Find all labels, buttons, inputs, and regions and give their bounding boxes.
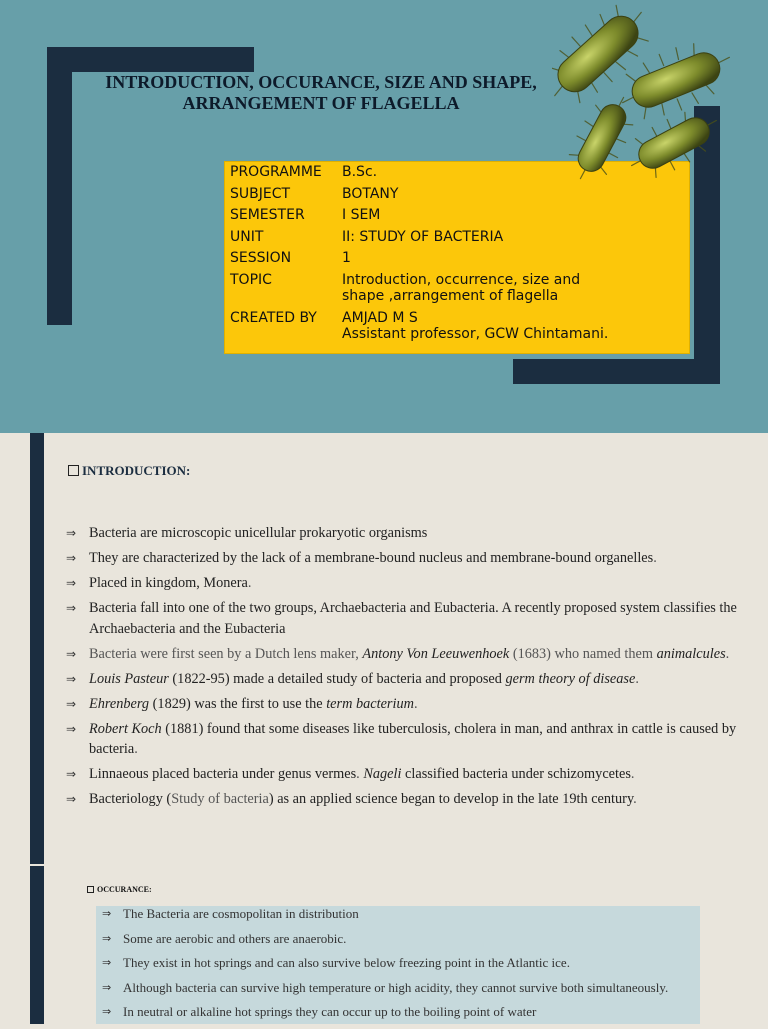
double-arrow-right-icon: ⇒: [66, 646, 77, 661]
occurance-heading: [87, 885, 152, 894]
list-item-text: animalcules: [656, 645, 726, 662]
list-item-text: (1683) who named them: [509, 645, 657, 662]
info-label: UNIT: [230, 228, 264, 245]
list-item-text: Louis Pasteur: [89, 670, 169, 687]
double-arrow-right-icon: ⇒: [66, 601, 77, 615]
list-item-text: .: [134, 741, 138, 757]
list-item-text: Robert Koch: [89, 720, 162, 737]
list-item-text: .: [653, 550, 657, 566]
list-item-text: .: [630, 766, 635, 782]
list-item-text: Placed in kingdom, Monera: [89, 575, 248, 591]
list-item-text: In neutral or alkaline hot springs they can occur up to the boiling point of water: [123, 1004, 537, 1020]
double-arrow-right-icon: ⇒: [66, 671, 77, 686]
info-value: I SEM: [342, 207, 381, 223]
list-item: [102, 906, 668, 922]
info-value: AMJAD M S Assistant professor, GCW Chintamani.: [342, 309, 609, 342]
occurance-list: [102, 906, 668, 1029]
info-label: SESSION: [230, 250, 292, 266]
info-row: [225, 272, 608, 310]
list-item-text: (1829) was the first to use the: [149, 695, 327, 712]
introduction-slide: [0, 433, 768, 1024]
info-label: CREATED BY: [230, 309, 317, 326]
accent-bar-bottom-right: [513, 359, 720, 384]
info-row: [225, 250, 608, 272]
title-line-2: ARRANGEMENT OF FLAGELLA: [182, 93, 460, 113]
info-value: Introduction, occurrence, size and shape ,arrangement of flagella: [342, 271, 581, 304]
list-item-text: Antony Von Leeuwenhoek: [362, 645, 510, 662]
list-item-text: Bacteria fall into one of the two groups, Archaebacteria and Eubacteria. A recently proposed system classifies the Archaebacteria and the Eubacteria: [89, 600, 737, 637]
info-label: PROGRAMME: [230, 164, 322, 180]
accent-bar-vertical: [30, 433, 44, 1024]
list-item-text: term bacterium: [326, 695, 414, 712]
list-item-text: .: [633, 791, 637, 807]
list-item-text: .: [413, 695, 418, 712]
introduction-heading: [68, 463, 190, 479]
checkbox-bullet-icon: [87, 886, 94, 893]
bacteria-illustration: [552, 4, 734, 180]
list-item: [66, 669, 756, 690]
course-info-box: [224, 161, 690, 354]
title-slide: [0, 0, 768, 433]
double-arrow-right-icon: ⇒: [102, 1005, 112, 1019]
list-item-text: germ theory of disease: [505, 670, 636, 687]
list-item-text: .: [356, 766, 364, 782]
list-item-text: .: [635, 670, 639, 687]
slide-title: [86, 72, 556, 114]
accent-bar-top-left: [47, 47, 254, 72]
list-item: [102, 1004, 668, 1020]
list-item-text: Bacteria are microscopic unicellular prokaryotic organisms: [89, 525, 428, 541]
info-row: [225, 207, 608, 229]
info-label: SUBJECT: [230, 185, 291, 202]
list-item-text: Ehrenberg: [89, 695, 150, 712]
list-item-text: Some are aerobic and others are anaerobic.: [123, 930, 347, 946]
list-item: [102, 955, 668, 971]
list-item: [66, 548, 756, 569]
double-arrow-right-icon: ⇒: [66, 551, 77, 565]
list-item-text: They exist in hot springs and can also survive below freezing point in the Atlantic ice.: [123, 955, 570, 971]
list-item: [66, 573, 756, 594]
info-label: TOPIC: [230, 271, 272, 288]
list-item-text: Bacteriology (: [89, 791, 172, 807]
list-item: [66, 523, 756, 544]
introduction-heading-text: INTRODUCTION:: [82, 463, 191, 478]
list-item: [66, 789, 756, 810]
list-item: [66, 719, 756, 760]
info-value: BOTANY: [342, 185, 399, 202]
info-label: SEMESTER: [230, 207, 305, 223]
info-value: 1: [342, 250, 351, 266]
info-row: [225, 310, 608, 348]
list-item-text: ) as an applied science began to develop in the late 19th century: [268, 791, 634, 807]
list-item-text: (1881) found that some diseases like tuberculosis, cholera in man, and anthrax in cattle is caused by bacteria: [89, 720, 737, 757]
info-row: [225, 186, 608, 208]
list-item: [66, 764, 756, 785]
list-item-text: Nageli: [363, 766, 402, 782]
double-arrow-right-icon: ⇒: [66, 767, 77, 781]
list-item: [66, 598, 756, 639]
list-item-text: The Bacteria are cosmopolitan in distribution: [123, 906, 359, 921]
double-arrow-right-icon: ⇒: [66, 526, 77, 540]
list-item-text: Linnaeous placed bacteria under genus vermes: [89, 766, 357, 782]
introduction-list: [66, 523, 756, 814]
list-item-text: .: [725, 645, 730, 662]
info-value: B.Sc.: [342, 164, 378, 180]
title-line-1: INTRODUCTION, OCCURANCE, SIZE AND SHAPE,: [105, 72, 537, 92]
occurance-heading-text: OCCURANCE:: [97, 885, 152, 894]
double-arrow-right-icon: ⇒: [102, 907, 112, 920]
info-row: [225, 229, 608, 251]
double-arrow-right-icon: ⇒: [66, 792, 77, 806]
info-value: II: STUDY OF BACTERIA: [342, 228, 504, 245]
list-item-text: (1822-95) made a detailed study of bacteria and proposed: [168, 670, 506, 687]
list-item-text: Bacteria were first seen by a Dutch lens maker,: [89, 645, 363, 662]
list-item-text: classified bacteria under schizomycetes: [401, 766, 631, 782]
accent-bar-left-vertical: [47, 47, 72, 325]
list-item-text: Study of bacteria: [171, 791, 269, 807]
list-item-text: .: [247, 575, 252, 591]
double-arrow-right-icon: ⇒: [66, 576, 77, 590]
list-item: [102, 931, 668, 947]
checkbox-bullet-icon: [68, 465, 79, 476]
double-arrow-right-icon: ⇒: [66, 721, 77, 736]
course-info-table: [225, 164, 608, 348]
list-item-text: They are characterized by the lack of a membrane-bound nucleus and membrane-bound organelles: [89, 550, 654, 566]
double-arrow-right-icon: ⇒: [102, 931, 112, 945]
list-item: [102, 980, 668, 996]
occurance-box: [96, 906, 700, 1024]
double-arrow-right-icon: ⇒: [66, 696, 77, 711]
list-item-text: Although bacteria can survive high temperature or high acidity, they cannot survive both simultaneously.: [123, 979, 669, 995]
double-arrow-right-icon: ⇒: [102, 956, 112, 970]
double-arrow-right-icon: ⇒: [102, 980, 112, 994]
list-item: [66, 694, 756, 715]
list-item: [66, 644, 756, 665]
info-row: [225, 164, 608, 186]
